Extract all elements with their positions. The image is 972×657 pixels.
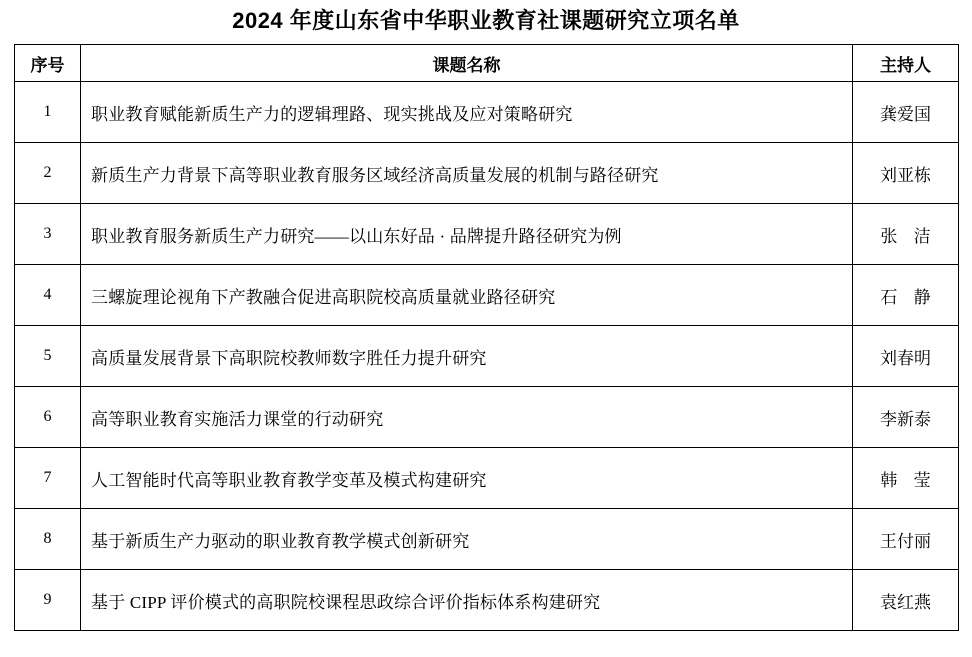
row-index: 5 — [15, 326, 81, 387]
row-project-title: 职业教育赋能新质生产力的逻辑理路、现实挑战及应对策略研究 — [81, 82, 853, 143]
row-index: 7 — [15, 448, 81, 509]
column-header-host: 主持人 — [853, 45, 959, 82]
table-row — [15, 570, 959, 631]
project-list-table — [14, 44, 959, 631]
row-project-title: 高等职业教育实施活力课堂的行动研究 — [81, 387, 853, 448]
table-row — [15, 509, 959, 570]
row-project-title: 职业教育服务新质生产力研究——以山东好品 · 品牌提升路径研究为例 — [81, 204, 853, 265]
row-index: 1 — [15, 82, 81, 143]
row-host-name: 龚爱国 — [853, 82, 959, 143]
row-host-name: 张 洁 — [853, 204, 959, 265]
row-index: 3 — [15, 204, 81, 265]
row-host-name: 韩 莹 — [853, 448, 959, 509]
row-project-title: 人工智能时代高等职业教育教学变革及模式构建研究 — [81, 448, 853, 509]
row-host-name: 王付丽 — [853, 509, 959, 570]
row-index: 4 — [15, 265, 81, 326]
row-project-title: 三螺旋理论视角下产教融合促进高职院校高质量就业路径研究 — [81, 265, 853, 326]
row-index: 8 — [15, 509, 81, 570]
table-row — [15, 448, 959, 509]
table-header-row — [15, 45, 959, 82]
table-row — [15, 82, 959, 143]
row-index: 9 — [15, 570, 81, 631]
table-row — [15, 387, 959, 448]
page-title: 2024 年度山东省中华职业教育社课题研究立项名单 — [232, 8, 740, 33]
row-project-title: 基于新质生产力驱动的职业教育教学模式创新研究 — [81, 509, 853, 570]
table-row — [15, 326, 959, 387]
table-row — [15, 204, 959, 265]
row-host-name: 袁红燕 — [853, 570, 959, 631]
table-header — [15, 45, 959, 82]
row-project-title: 新质生产力背景下高等职业教育服务区域经济高质量发展的机制与路径研究 — [81, 143, 853, 204]
table-row — [15, 265, 959, 326]
table-row — [15, 143, 959, 204]
column-header-index: 序号 — [15, 45, 81, 82]
row-index: 6 — [15, 387, 81, 448]
table-body — [15, 82, 959, 631]
row-host-name: 刘亚栋 — [853, 143, 959, 204]
row-index: 2 — [15, 143, 81, 204]
row-project-title: 基于 CIPP 评价模式的高职院校课程思政综合评价指标体系构建研究 — [81, 570, 853, 631]
row-host-name: 石 静 — [853, 265, 959, 326]
column-header-title: 课题名称 — [81, 45, 853, 82]
row-host-name: 刘春明 — [853, 326, 959, 387]
row-project-title: 高质量发展背景下高职院校教师数字胜任力提升研究 — [81, 326, 853, 387]
row-host-name: 李新泰 — [853, 387, 959, 448]
